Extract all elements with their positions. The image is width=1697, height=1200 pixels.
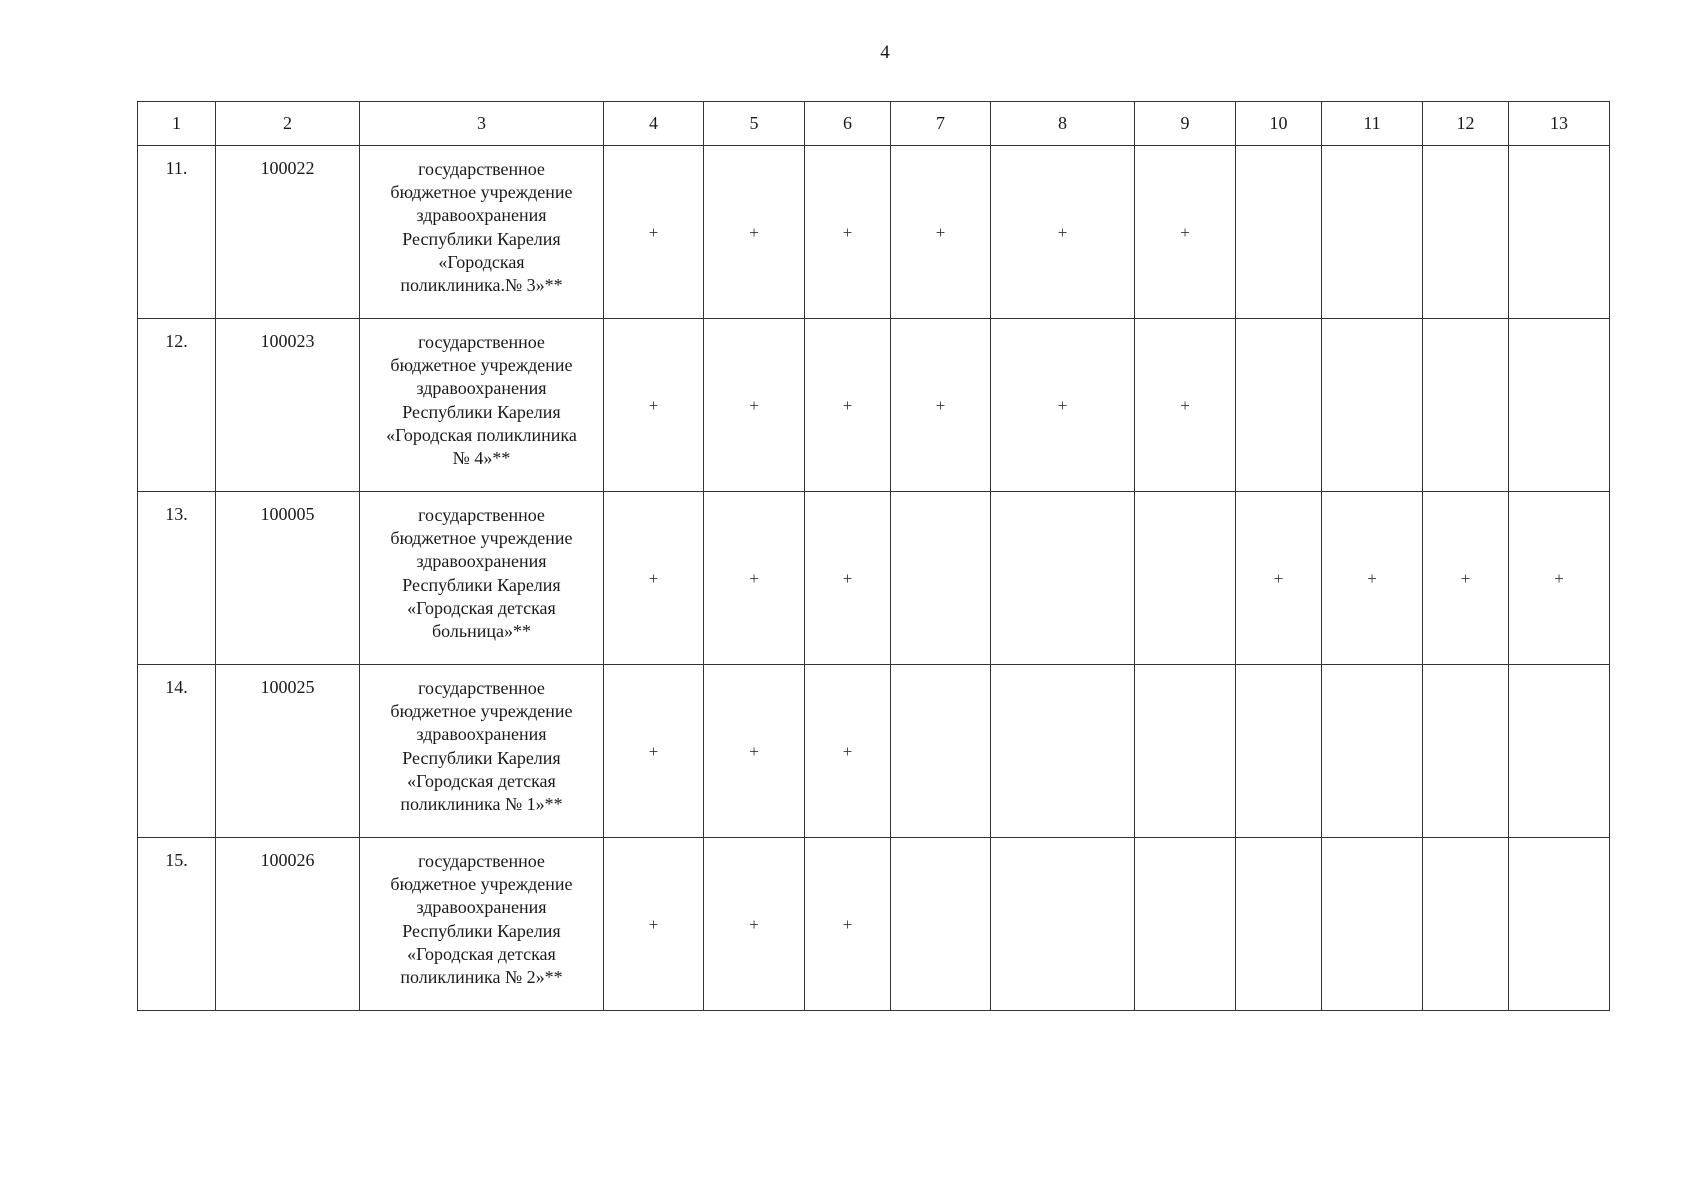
institution-name-line: Республики Карелия bbox=[402, 747, 561, 768]
mark-cell-col-6 bbox=[805, 838, 891, 1011]
mark-cell-col-12 bbox=[1423, 492, 1509, 665]
mark-cell-col-12 bbox=[1423, 319, 1509, 492]
institution-name-line: «Городская детская bbox=[407, 597, 556, 618]
plus-mark: + bbox=[935, 395, 946, 415]
mark-cell-col-10 bbox=[1236, 492, 1322, 665]
mark-cell-col-4 bbox=[604, 838, 704, 1011]
mark-cell-col-8 bbox=[991, 838, 1135, 1011]
plus-mark: + bbox=[1273, 568, 1284, 588]
institution-name-line: «Городская поликлиника bbox=[386, 424, 577, 445]
plus-mark: + bbox=[1180, 395, 1190, 415]
plus-mark: + bbox=[749, 914, 759, 934]
mark-cell-col-4 bbox=[604, 665, 704, 838]
table-row bbox=[138, 492, 1610, 665]
plus-mark: + bbox=[1057, 222, 1068, 242]
column-header-2: 2 bbox=[216, 102, 360, 146]
table-header bbox=[138, 102, 1610, 146]
institution-name-line: государственное bbox=[418, 851, 545, 871]
mark-cell-col-6 bbox=[805, 492, 891, 665]
plus-mark: + bbox=[1460, 568, 1471, 588]
institution-name-line: здравоохранения bbox=[416, 378, 547, 399]
table-row bbox=[138, 319, 1610, 492]
plus-mark: + bbox=[1180, 222, 1190, 242]
mark-cell-col-6 bbox=[805, 665, 891, 838]
institution-code: 100005 bbox=[216, 492, 360, 665]
institution-name-line: «Городская детская bbox=[407, 770, 556, 791]
mark-cell-col-9 bbox=[1135, 838, 1236, 1011]
institution-name-line: государственное bbox=[418, 678, 545, 698]
mark-cell-col-5 bbox=[704, 319, 805, 492]
institution-name-line: здравоохранения bbox=[416, 724, 547, 745]
row-number: 12. bbox=[138, 319, 216, 492]
institution-name-line: бюджетное учреждение bbox=[390, 528, 573, 549]
header-row bbox=[138, 102, 1610, 146]
plus-mark: + bbox=[842, 741, 853, 761]
column-header-13: 13 bbox=[1509, 102, 1610, 146]
plus-mark: + bbox=[648, 222, 659, 242]
row-number: 13. bbox=[138, 492, 216, 665]
mark-cell-col-12 bbox=[1423, 665, 1509, 838]
institution-name-line: бюджетное учреждение bbox=[390, 701, 573, 722]
institution-name-line: поликлиника № 2»** bbox=[400, 967, 563, 988]
table-row bbox=[138, 838, 1610, 1011]
plus-mark: + bbox=[1554, 568, 1564, 588]
institution-name-line: больница»** bbox=[432, 621, 531, 642]
mark-cell-col-7 bbox=[891, 319, 991, 492]
mark-cell-col-8 bbox=[991, 665, 1135, 838]
mark-cell-col-10 bbox=[1236, 146, 1322, 319]
mark-cell-col-4 bbox=[604, 319, 704, 492]
institution-name-line: государственное bbox=[418, 159, 545, 179]
mark-cell-col-5 bbox=[704, 665, 805, 838]
institution-name bbox=[360, 319, 604, 492]
row-number: 11. bbox=[138, 146, 216, 319]
institution-name-line: № 4»** bbox=[452, 448, 511, 469]
mark-cell-col-7 bbox=[891, 665, 991, 838]
plus-mark: + bbox=[842, 222, 853, 242]
institution-name-line: здравоохранения bbox=[416, 205, 547, 226]
institution-name-line: бюджетное учреждение bbox=[390, 355, 573, 376]
mark-cell-col-11 bbox=[1322, 319, 1423, 492]
mark-cell-col-13 bbox=[1509, 146, 1610, 319]
column-header-10: 10 bbox=[1236, 102, 1322, 146]
plus-mark: + bbox=[648, 568, 659, 588]
mark-cell-col-12 bbox=[1423, 838, 1509, 1011]
institution-name-line: бюджетное учреждение bbox=[390, 182, 573, 203]
institution-name-line: здравоохранения bbox=[416, 551, 547, 572]
plus-mark: + bbox=[749, 741, 759, 761]
mark-cell-col-8 bbox=[991, 319, 1135, 492]
plus-mark: + bbox=[842, 395, 853, 415]
column-header-7: 7 bbox=[891, 102, 991, 146]
mark-cell-col-10 bbox=[1236, 838, 1322, 1011]
mark-cell-col-13 bbox=[1509, 665, 1610, 838]
institution-name-line: Республики Карелия bbox=[402, 228, 561, 249]
mark-cell-col-13 bbox=[1509, 319, 1610, 492]
plus-mark: + bbox=[749, 395, 759, 415]
mark-cell-col-7 bbox=[891, 838, 991, 1011]
plus-mark: + bbox=[648, 741, 659, 761]
institution-name bbox=[360, 146, 604, 319]
mark-cell-col-10 bbox=[1236, 319, 1322, 492]
mark-cell-col-9 bbox=[1135, 665, 1236, 838]
column-header-6: 6 bbox=[805, 102, 891, 146]
mark-cell-col-7 bbox=[891, 492, 991, 665]
plus-mark: + bbox=[648, 914, 659, 934]
institution-name-line: «Городская bbox=[438, 251, 525, 272]
mark-cell-col-4 bbox=[604, 146, 704, 319]
mark-cell-col-11 bbox=[1322, 838, 1423, 1011]
institution-name-line: здравоохранения bbox=[416, 897, 547, 918]
institution-code: 100023 bbox=[216, 319, 360, 492]
mark-cell-col-6 bbox=[805, 319, 891, 492]
mark-cell-col-5 bbox=[704, 146, 805, 319]
mark-cell-col-7 bbox=[891, 146, 991, 319]
column-header-4: 4 bbox=[604, 102, 704, 146]
table-row bbox=[138, 665, 1610, 838]
plus-mark: + bbox=[842, 914, 853, 934]
column-header-3: 3 bbox=[360, 102, 604, 146]
column-header-12: 12 bbox=[1423, 102, 1509, 146]
row-number: 14. bbox=[138, 665, 216, 838]
plus-mark: + bbox=[1057, 395, 1068, 415]
institution-name bbox=[360, 838, 604, 1011]
institution-name bbox=[360, 492, 604, 665]
institution-name-line: поликлиника № 1»** bbox=[400, 794, 563, 815]
mark-cell-col-5 bbox=[704, 492, 805, 665]
mark-cell-col-11 bbox=[1322, 492, 1423, 665]
mark-cell-col-8 bbox=[991, 146, 1135, 319]
mark-cell-col-9 bbox=[1135, 146, 1236, 319]
plus-mark: + bbox=[749, 568, 759, 588]
institution-name-line: «Городская детская bbox=[407, 943, 556, 964]
mark-cell-col-6 bbox=[805, 146, 891, 319]
plus-mark: + bbox=[935, 222, 946, 242]
page-number: 4 bbox=[880, 42, 890, 63]
institutions-table bbox=[137, 101, 1610, 1011]
mark-cell-col-13 bbox=[1509, 838, 1610, 1011]
mark-cell-col-10 bbox=[1236, 665, 1322, 838]
column-header-1: 1 bbox=[138, 102, 216, 146]
mark-cell-col-11 bbox=[1322, 665, 1423, 838]
plus-mark: + bbox=[842, 568, 853, 588]
table-row bbox=[138, 146, 1610, 319]
plus-mark: + bbox=[648, 395, 659, 415]
mark-cell-col-11 bbox=[1322, 146, 1423, 319]
mark-cell-col-5 bbox=[704, 838, 805, 1011]
mark-cell-col-9 bbox=[1135, 319, 1236, 492]
institution-name-line: Республики Карелия bbox=[402, 574, 561, 595]
plus-mark: + bbox=[749, 222, 759, 242]
institution-code: 100025 bbox=[216, 665, 360, 838]
table-body bbox=[138, 146, 1610, 1011]
column-header-8: 8 bbox=[991, 102, 1135, 146]
mark-cell-col-12 bbox=[1423, 146, 1509, 319]
mark-cell-col-4 bbox=[604, 492, 704, 665]
column-header-11: 11 bbox=[1322, 102, 1423, 146]
institution-name-line: государственное bbox=[418, 505, 545, 525]
mark-cell-col-8 bbox=[991, 492, 1135, 665]
mark-cell-col-13 bbox=[1509, 492, 1610, 665]
institution-name-line: государственное bbox=[418, 332, 545, 352]
plus-mark: + bbox=[1367, 568, 1377, 588]
institution-name-line: Республики Карелия bbox=[402, 920, 561, 941]
institution-code: 100026 bbox=[216, 838, 360, 1011]
column-header-5: 5 bbox=[704, 102, 805, 146]
institution-name-line: бюджетное учреждение bbox=[390, 874, 573, 895]
institution-name-line: поликлиника.№ 3»** bbox=[400, 275, 563, 296]
institution-name-line: Республики Карелия bbox=[402, 401, 561, 422]
institution-name bbox=[360, 665, 604, 838]
column-header-9: 9 bbox=[1135, 102, 1236, 146]
mark-cell-col-9 bbox=[1135, 492, 1236, 665]
institution-code: 100022 bbox=[216, 146, 360, 319]
row-number: 15. bbox=[138, 838, 216, 1011]
